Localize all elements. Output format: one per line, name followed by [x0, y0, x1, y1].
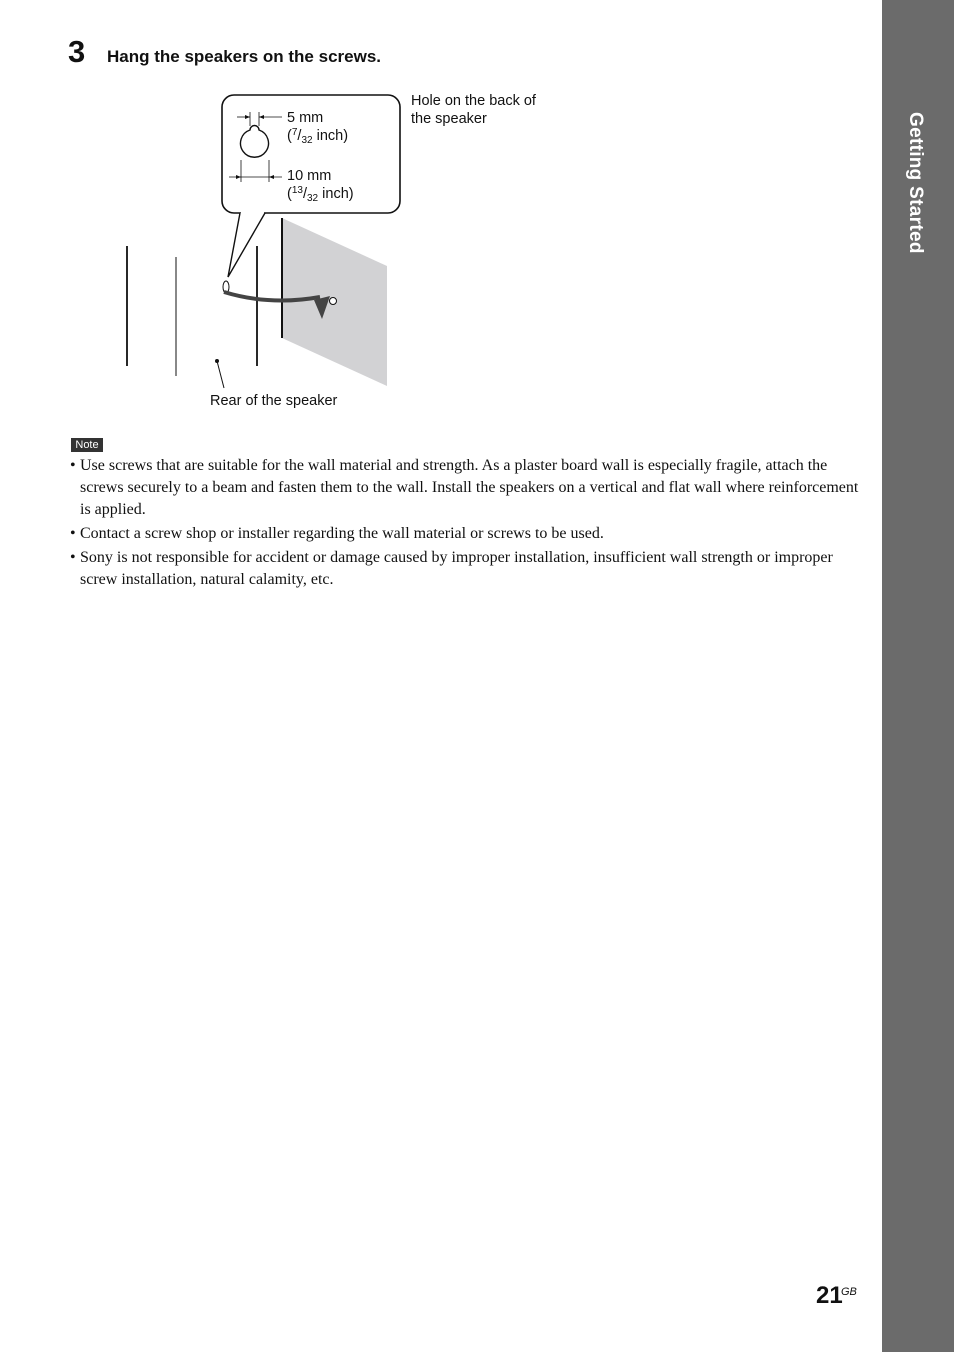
note-badge: Note [71, 438, 103, 452]
dimension-5mm-inch: ($^7/_{32}$ inch) [287, 127, 349, 146]
callout-hole-label-line2: the speaker [411, 111, 487, 127]
rear-of-speaker-label: Rear of the speaker [210, 393, 338, 409]
speaker-mount-diagram [0, 0, 880, 420]
dimension-10mm: 10 mm [287, 168, 332, 184]
dimension-5mm: 5 mm [287, 110, 324, 126]
screw-icon [330, 298, 337, 305]
page-number: 21 [816, 1282, 843, 1309]
page-suffix: GB [841, 1286, 857, 1298]
note-list [70, 455, 860, 593]
note-item: • Sony is not responsible for accident or damage caused by improper installation, insufficient wall strength or improper screw installation, natural calamity, etc. [70, 549, 833, 588]
step-heading: Hang the speakers on the screws. [107, 47, 381, 66]
note-item: • Contact a screw shop or installer regarding the wall material or screws to be used. [70, 525, 604, 542]
note-item: • Use screws that are suitable for the wall material and strength. As a plaster board wall is especially fragile, attach the screws securely to a beam and fasten them to the wall. Install the speakers on a vertical and flat wall where reinforcement is applied. [70, 457, 859, 518]
dimension-10mm-inch: ($^{13}/_{32}$ inch) [287, 185, 354, 204]
rear-leader-line [217, 361, 224, 388]
side-tab-label: Getting Started [905, 112, 926, 254]
callout-hole-label-line1: Hole on the back of [411, 93, 536, 109]
step-number: 3 [68, 34, 86, 69]
callout-pointer [228, 213, 265, 277]
